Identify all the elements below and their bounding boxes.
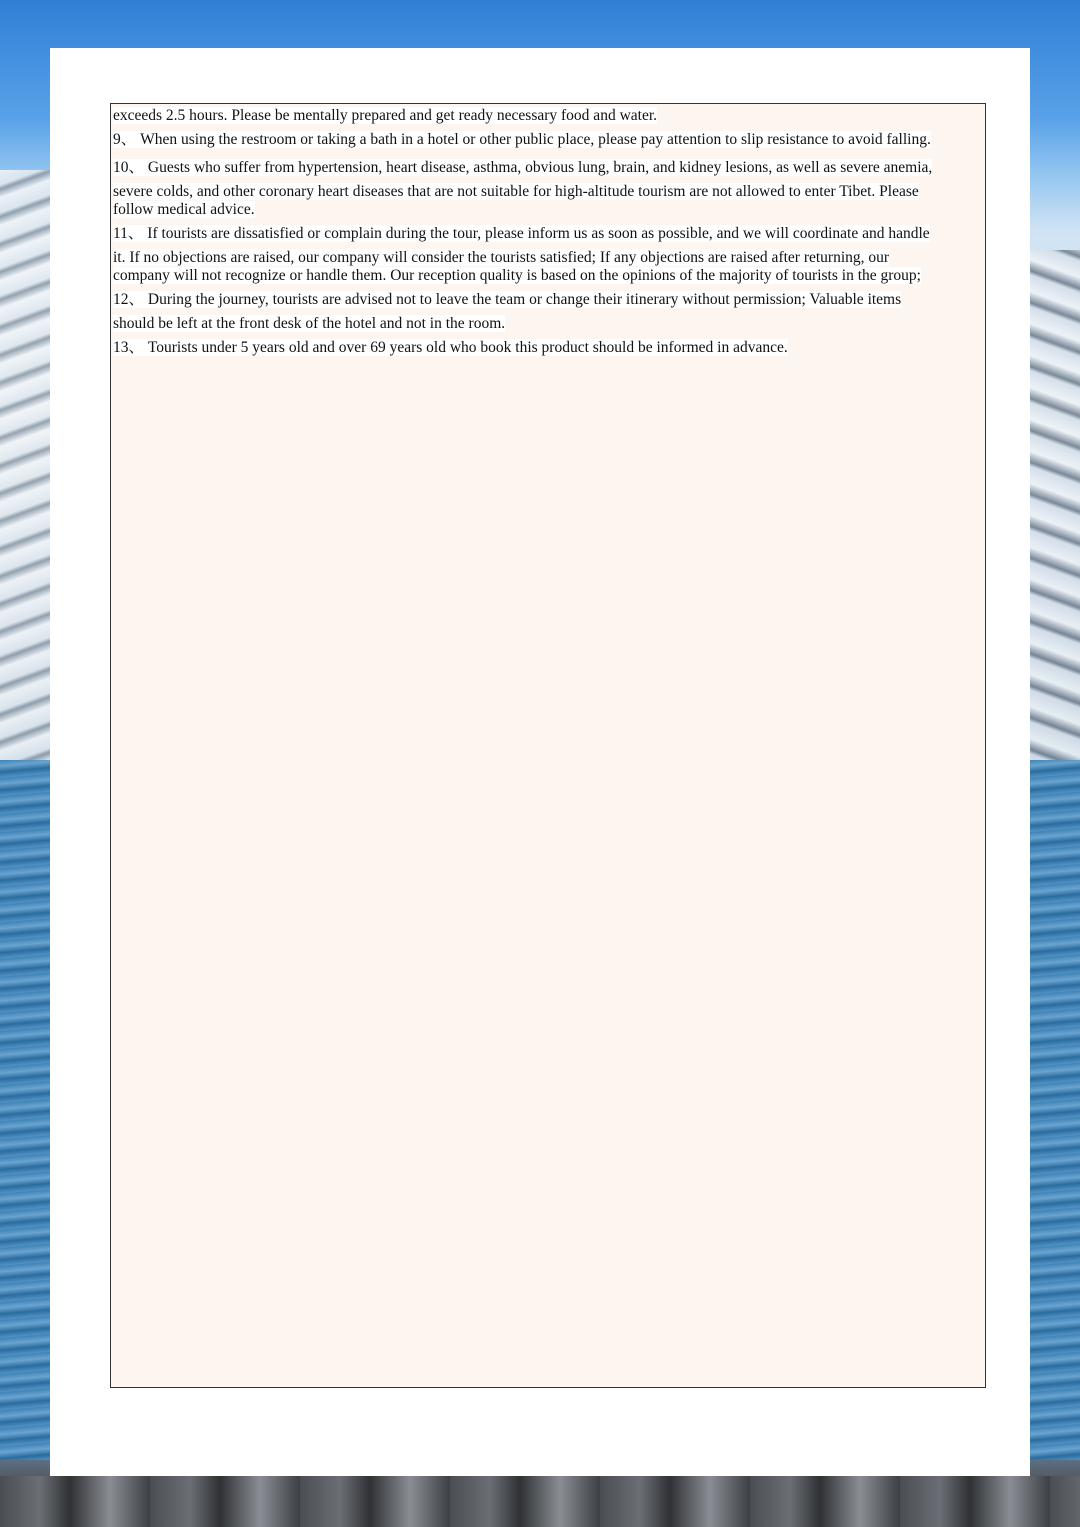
note-item-10: 10、 Guests who suffer from hypertension, heart disease, asthma, obvious lung, brain, and kidney lesions, as well as severe anemia, <box>113 159 933 176</box>
note-line: exceeds 2.5 hours. Please be mentally prepared and get ready necessary food and water. <box>113 107 658 124</box>
notes-text-box <box>110 103 986 1388</box>
note-line: follow medical advice. <box>113 201 255 218</box>
note-item-13: 13、 Tourists under 5 years old and over 69 years old who book this product should be informed in advance. <box>113 339 788 356</box>
note-line: severe colds, and other coronary heart diseases that are not suitable for high-altitude tourism are not allowed to enter Tibet. Please <box>113 183 919 200</box>
note-line: it. If no objections are raised, our company will consider the tourists satisfied; If any objections are raised after returning, our <box>113 249 890 266</box>
note-line: company will not recognize or handle them. Our reception quality is based on the opinions of the majority of tourists in the group; <box>113 267 921 284</box>
snowy-mountain-left <box>0 170 52 760</box>
snowy-mountain-right <box>1028 250 1080 770</box>
note-item-9: 9、 When using the restroom or taking a bath in a hotel or other public place, please pay attention to slip resistance to avoid falling. <box>113 131 931 148</box>
lake-water-right <box>1028 760 1080 1460</box>
note-item-12: 12、 During the journey, tourists are advised not to leave the team or change their itinerary without permission; Valuable items <box>113 291 902 308</box>
lake-water-left <box>0 760 52 1460</box>
note-item-11: 11、 If tourists are dissatisfied or complain during the tour, please inform us as soon as possible, and we will coordinate and handle <box>113 225 930 242</box>
shore-rocks <box>0 1476 1080 1527</box>
note-line: should be left at the front desk of the hotel and not in the room. <box>113 315 506 332</box>
